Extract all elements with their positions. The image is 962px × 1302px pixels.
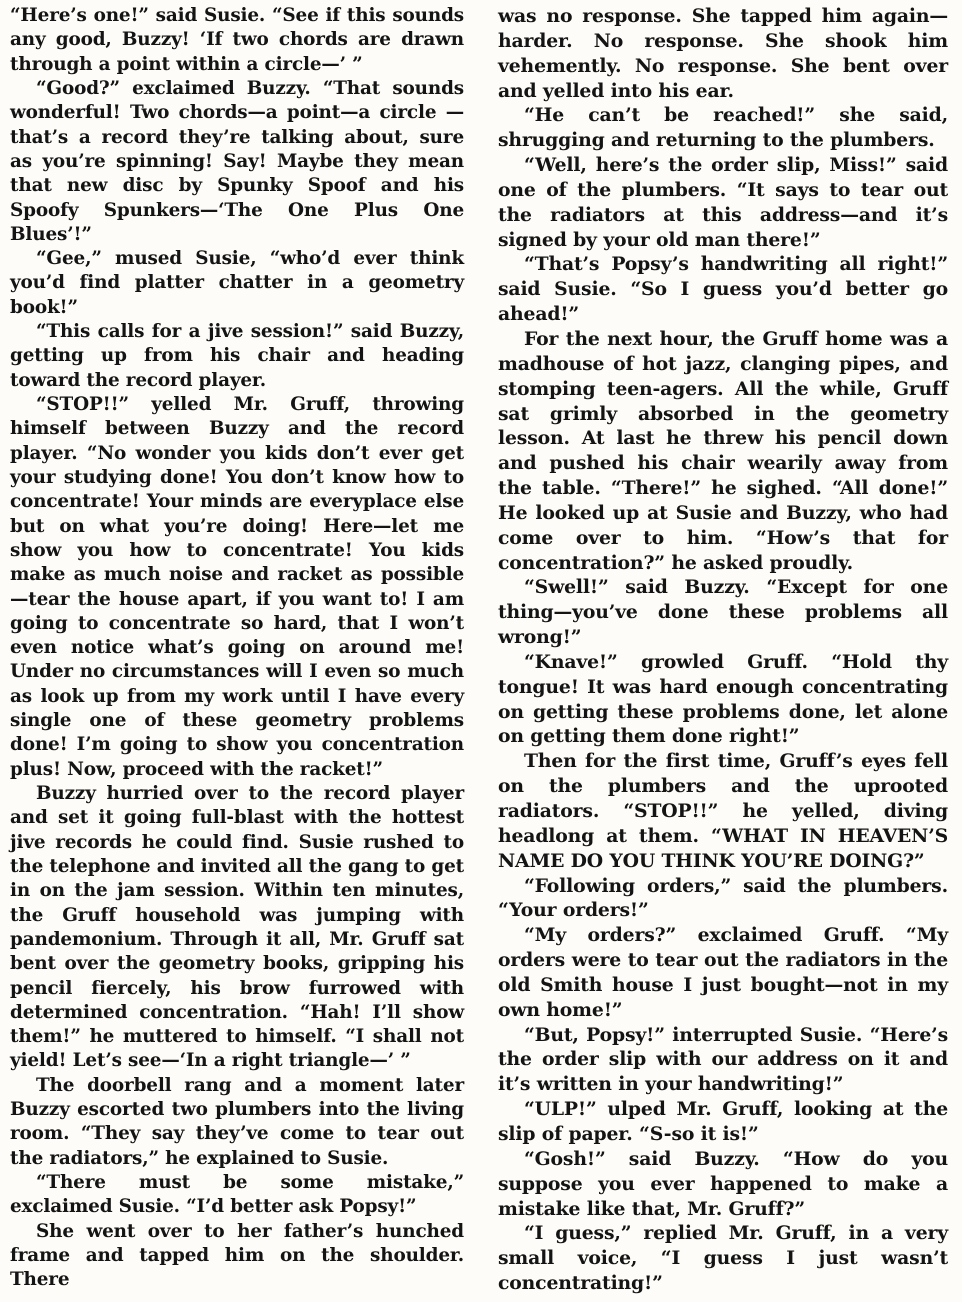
- paragraph: Then for the first time, Gruff’s eyes fell on the plumbers and the uprooted radiators. “STOP!!” he yelled, diving headlong at them. “WHAT IN HEAVEN’S NAME DO YOU THINK YOU’RE DOING?”: [498, 750, 948, 872]
- paragraph: “Well, here’s the order slip, Miss!” said one of the plumbers. “It says to tear out the radiators at this address—and it’s signed by your old man there!”: [498, 154, 948, 251]
- paragraph: was no response. She tapped him again—harder. No response. She shook him vehemently. No response. She bent over and yelled into his ear.: [498, 5, 948, 102]
- paragraph: “Knave!” growled Gruff. “Hold thy tongue! It was hard enough concentrating on getting these problems done, let alone on getting them done right!”: [498, 650, 948, 748]
- paragraph: Buzzy hurried over to the record player and set it going full-blast with the hottest jive records he could find. Susie rushed to the telephone and invited all the gang to get in on the jam session. Within ten minutes, the Gruff household was jumping with pandemonium. Through it all, Mr. Gruff sat bent over the geometry books, gripping his pencil fiercely, his brow furrowed with determined concentration. “Hah! I’ll show them!” he muttered to himself. “I shall not yield! Let’s see—‘In a right triangle—’ ”: [10, 783, 464, 1072]
- paragraph: “My orders?” exclaimed Gruff. “My orders were to tear out the radiators in the old Smith house I just bought—not in my own home!”: [498, 924, 948, 1021]
- paragraph: “He can’t be reached!” she said, shrugging and returning to the plumbers.: [498, 104, 948, 152]
- paragraph: “This calls for a jive session!” said Buzzy, getting up from his chair and heading toward the record player.: [10, 321, 464, 391]
- paragraph: “ULP!” ulped Mr. Gruff, looking at the slip of paper. “S-so it is!”: [498, 1098, 948, 1145]
- paragraph: “There must be some mistake,” exclaimed Susie. “I’d better ask Popsy!”: [10, 1172, 464, 1218]
- paragraph: For the next hour, the Gruff home was a madhouse of hot jazz, clanging pipes, and stomping teen-agers. All the while, Gruff sat grimly absorbed in the geometry lesson. At last he threw his pencil down and pushed his chair wearily away from the table. “There!” he sighed. “All done!” He looked up at Susie and Buzzy, who had come over to him. “How’s that for concentration?” he asked proudly.: [498, 327, 948, 574]
- left-text-column: [10, 4, 464, 1293]
- paragraph: “Swell!” said Buzzy. “Except for one thing—you’ve done these problems all wrong!”: [498, 576, 948, 649]
- paragraph: The doorbell rang and a moment later Buzzy escorted two plumbers into the living room. “They say they’ve come to tear out the radiators,” he explained to Susie.: [10, 1074, 464, 1169]
- paragraph: “But, Popsy!” interrupted Susie. “Here’s the order slip with our address on it and it’s written in your handwriting!”: [498, 1023, 948, 1096]
- paragraph: She went over to her father’s hunched frame and tapped him on the shoulder. There: [10, 1220, 464, 1291]
- paragraph: “Here’s one!” said Susie. “See if this sounds any good, Buzzy! ‘If two chords are drawn through a point within a circle—’ ”: [10, 5, 464, 75]
- right-text-column: [498, 4, 948, 1296]
- paragraph: “Following orders,” said the plumbers. “Your orders!”: [498, 874, 948, 922]
- paragraph: “Good?” exclaimed Buzzy. “That sounds wonderful! Two chords—a point—a circle —that’s a record they’re talking about, sure as you’re spinning! Say! Maybe they mean that new disc by Spunky Spoof and his Spoofy Spunkers—‘The One Plus One Blues’!”: [10, 77, 464, 245]
- paragraph: “STOP!!” yelled Mr. Gruff, throwing himself between Buzzy and the record player. “No wonder you kids don’t ever get your studying done! You don’t know how to concentrate! Your minds are everyplace else but on what you’re doing! Here—let me show you how to concentrate! You kids make as much noise and racket as possible—tear the house apart, if you want to! I am going to concentrate so hard, that I won’t even notice what’s going on around me! Under no circumstances will I even so much as look up from my work until I have every single one of these geometry problems done! I’m going to show you concentration plus! Now, proceed with the racket!”: [10, 394, 464, 780]
- paragraph: “I guess,” replied Mr. Gruff, in a very small voice, “I guess I just wasn’t concentrating!”: [498, 1222, 948, 1295]
- paragraph: “Gee,” mused Susie, “who’d ever think you’d find platter chatter in a geometry book!”: [10, 248, 464, 318]
- paragraph: “Gosh!” said Buzzy. “How do you suppose you ever happened to make a mistake like that, Mr. Gruff?”: [498, 1147, 948, 1220]
- paragraph: “That’s Popsy’s handwriting all right!” said Susie. “So I guess you’d better go ahead!”: [498, 253, 948, 326]
